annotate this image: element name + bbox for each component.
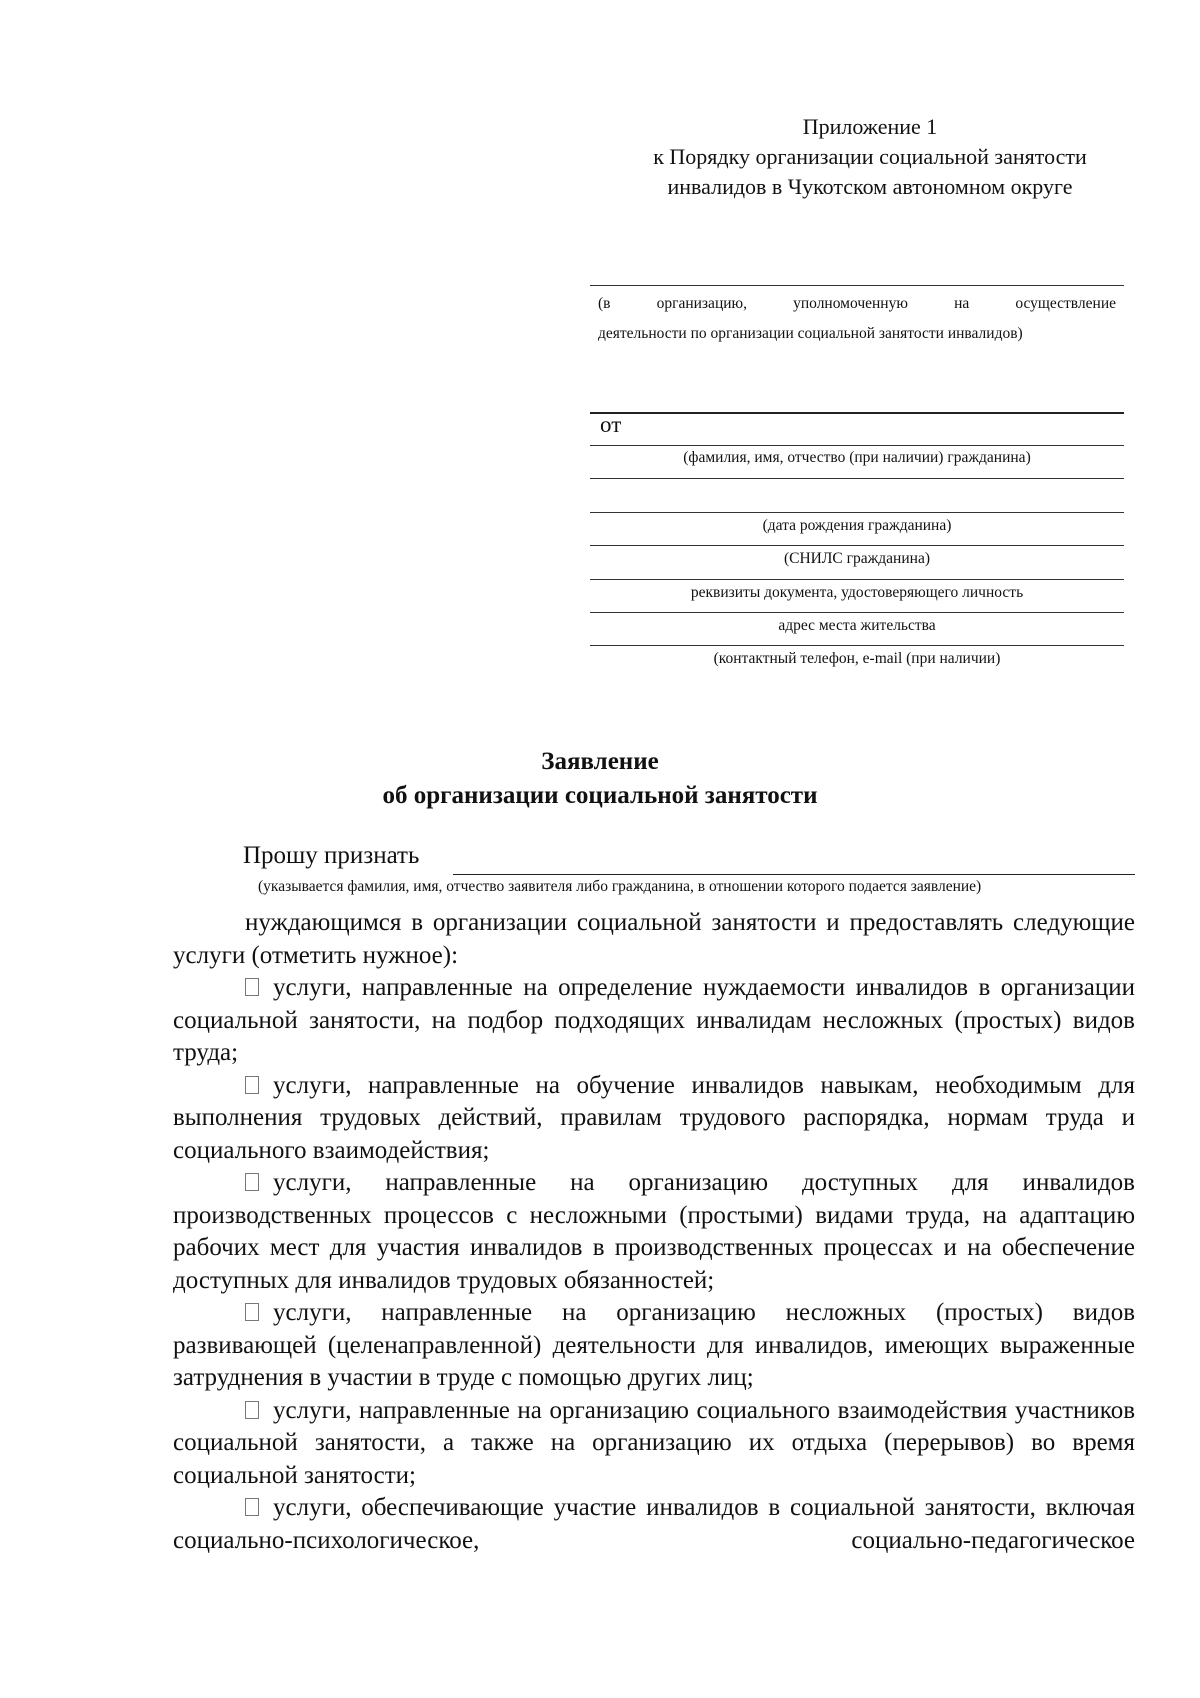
dob-input-line[interactable]	[590, 512, 1124, 513]
service-option-text: услуги, обеспечивающие участие инвалидов в социальной занятости, включая социально-психологическое, социально-педагогическое	[173, 1494, 1135, 1554]
from-top-line	[590, 412, 1124, 414]
request-caption: (указывается фамилия, имя, отчество заявителя либо гражданина, в отношении которого подается заявление)	[258, 878, 982, 895]
service-option-text: услуги, направленные на организацию социального взаимодействия участников социальной занятости, а также на организацию их отдыха (перерывов) во время социальной занятости;	[173, 1396, 1135, 1489]
checkbox-icon[interactable]	[245, 1401, 259, 1419]
checkbox-icon[interactable]	[245, 1498, 259, 1516]
organization-caption-line2: деятельности по организации социальной занятости инвалидов)	[598, 325, 1023, 342]
appendix-line3: инвалидов в Чукотском автономном округе	[667, 174, 1073, 199]
checkbox-icon[interactable]	[245, 1076, 259, 1094]
checkbox-icon[interactable]	[245, 1303, 259, 1321]
service-option[interactable]	[173, 1492, 1135, 1557]
service-option[interactable]	[173, 1070, 1135, 1168]
appendix-line1: Приложение 1	[802, 114, 938, 139]
applicant-name-input-line[interactable]	[453, 874, 1135, 875]
fio-extra-line[interactable]	[590, 478, 1124, 479]
title-line1: Заявление	[541, 748, 659, 775]
dob-caption: (дата рождения гражданина)	[762, 517, 952, 534]
service-option-text: услуги, направленные на организацию доступных для инвалидов производственных процессов с несложными (простыми) видами труда, на адаптацию рабочих мест для участия инвалидов в производственных процессах и на обеспечение доступных для инвалидов трудовых обязанностей;	[173, 1169, 1135, 1294]
snils-input-line[interactable]	[590, 545, 1124, 546]
snils-caption: (СНИЛС гражданина)	[783, 550, 930, 567]
service-option[interactable]	[173, 1395, 1135, 1493]
id-doc-input-line[interactable]	[590, 579, 1124, 580]
fio-caption: (фамилия, имя, отчество (при наличии) гражданина)	[683, 449, 1031, 466]
intro-paragraph: нуждающимся в организации социальной занятости и предоставлять следующие услуги (отметить нужное):	[173, 909, 1135, 969]
document-title	[0, 745, 1200, 813]
address-caption: адрес места жительства	[778, 617, 936, 634]
service-option[interactable]	[173, 1167, 1135, 1297]
checkbox-icon[interactable]	[245, 978, 259, 996]
address-input-line[interactable]	[590, 612, 1124, 613]
contact-input-line[interactable]	[590, 645, 1124, 646]
service-option-text: услуги, направленные на организацию несложных (простых) видов развивающей (целенаправленной) деятельности для инвалидов, имеющих выраженные затруднения в участии в труде с помощью других лиц;	[173, 1299, 1135, 1391]
fio-input-line[interactable]	[590, 445, 1124, 446]
appendix-header	[620, 112, 1120, 202]
checkbox-icon[interactable]	[245, 1173, 259, 1191]
request-label: Прошу признать	[243, 842, 420, 869]
contact-caption: (контактный телефон, e-mail (при наличии)	[713, 650, 1001, 667]
service-option-text: услуги, направленные на определение нуждаемости инвалидов в организации социальной занятости, на подбор подходящих инвалидам несложных (простых) видов труда;	[173, 974, 1135, 1066]
id-doc-caption: реквизиты документа, удостоверяющего личность	[690, 584, 1024, 601]
document-body	[173, 907, 1135, 1557]
from-label: от	[600, 412, 622, 437]
organization-caption-line1: (в организацию, уполномоченную на осуществление	[598, 295, 1116, 312]
service-option-text: услуги, направленные на обучение инвалидов навыкам, необходимым для выполнения трудовых действий, правилам трудового распорядка, нормам труда и социального взаимодействия;	[173, 1071, 1135, 1164]
service-option[interactable]	[173, 972, 1135, 1070]
title-line2: об организации социальной занятости	[382, 782, 818, 809]
appendix-line2: к Порядку организации социальной занятости	[653, 144, 1087, 169]
service-option[interactable]	[173, 1297, 1135, 1395]
applicant-block	[590, 270, 1124, 670]
